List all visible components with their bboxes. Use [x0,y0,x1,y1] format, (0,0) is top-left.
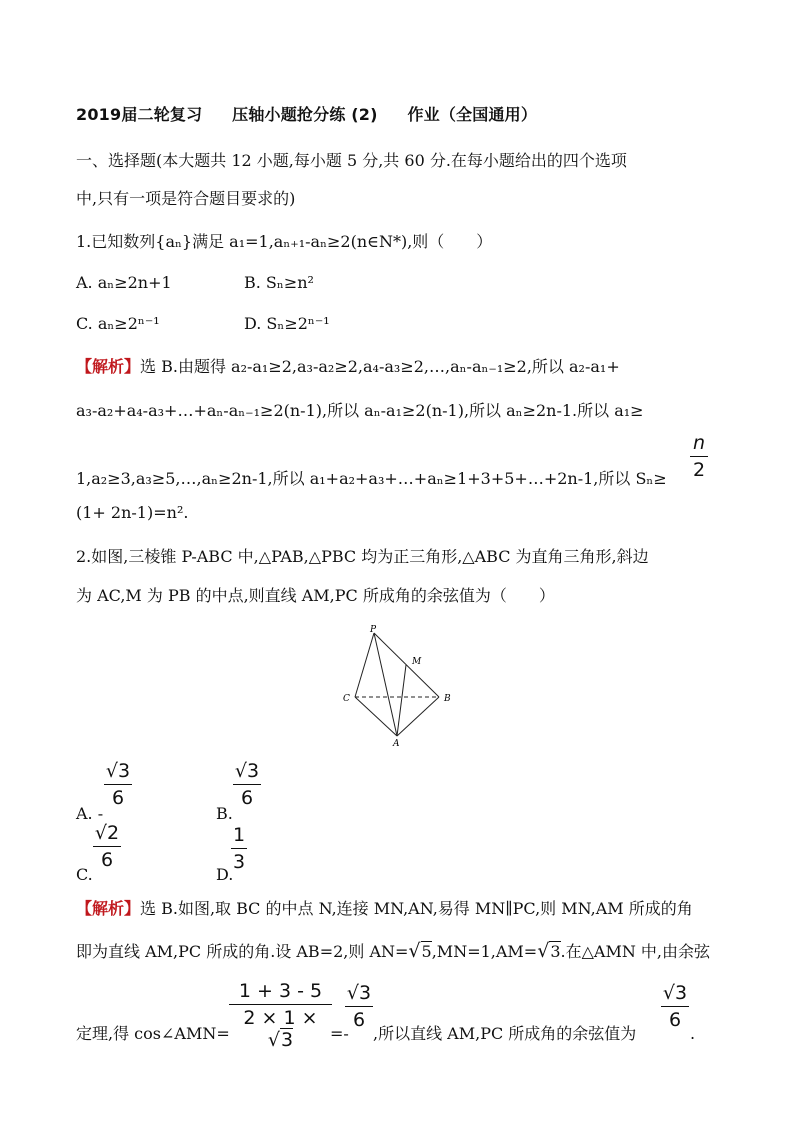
label-a: A [393,739,400,749]
q1-option-b: B. Sₙ≥n² [244,273,314,292]
q2-option-a-fraction [104,760,132,809]
fraction-bar [661,1006,689,1007]
fraction-den: 6 [240,787,254,809]
title-topic: 压轴小题抢分练 (2) [232,105,378,124]
edge-pc [355,633,374,697]
sqrt-sign: √ [267,1029,280,1051]
q2-solution-line3-mid: ,所以直线 AM,PC 所成角的余弦值为 [373,1024,637,1043]
edge-pb [374,633,439,697]
fraction-num: √3 [662,982,688,1004]
fraction-den: 6 [668,1009,682,1031]
q2-option-b-fraction [233,760,261,809]
q1-fraction-num: n [692,432,706,454]
q1-stem: 1.已知数列{aₙ}满足 a₁=1,aₙ₊₁-aₙ≥2(n∈N*),则（ ） [76,232,493,251]
fraction-num: √2 [94,822,120,844]
text: 即为直线 AM,PC 所成的角.设 AB=2,则 AN= [76,942,409,961]
sqrt-sign: √ [408,940,421,962]
fraction-bar [93,846,121,847]
fraction-bar [104,784,132,785]
q1-solution-text1: 选 B.由题得 a₂-a₁≥2,a₃-a₂≥2,a₄-a₃≥2,…,aₙ-aₙ₋₁≥2,所以 a₂-a₁+ [140,357,620,376]
q2-solution-tag: 【解析】 [76,899,141,918]
label-c: C [343,694,350,704]
q2-solution-end: . [690,1024,696,1043]
q2-solution-text1: 选 B.如图,取 BC 的中点 N,连接 MN,AN,易得 MN∥PC,则 MN,AM 所成的角 [140,899,693,918]
q2-equals-neg: =- [330,1024,349,1043]
fraction-bar [345,1006,373,1007]
fraction-num: √3 [105,760,131,782]
fraction-den: 6 [111,787,125,809]
q2-solution-line3-start: 定理,得 cos∠AMN= [76,1024,230,1043]
q2-option-d-label: D. [216,865,234,884]
label-p: P [370,625,377,635]
section-heading-line1: 一、选择题(本大题共 12 小题,每小题 5 分,共 60 分.在每小题给出的四个选项 [76,151,627,170]
radicand: 3 [281,1029,294,1051]
segment-am [397,665,406,736]
q2-solution-line1 [76,898,693,920]
q1-solution-line1 [76,356,620,378]
fraction-num: 1 + 3 - 5 [238,980,323,1002]
q1-solution-line2: a₃-a₂+a₄-a₃+…+aₙ-aₙ₋₁≥2(n-1),所以 aₙ-a₁≥2(n-1),所以 aₙ≥2n-1.所以 a₁≥ [76,401,644,420]
sqrt-sign: √ [537,940,550,962]
text: 2 × 1 × [243,1007,318,1029]
radicand: 3 [550,942,561,961]
q1-solution-tag: 【解析】 [76,357,141,376]
fraction-den: 3 [232,851,246,873]
edge-pa [374,633,397,736]
fraction-bar [690,456,708,457]
fraction-num: √3 [346,982,372,1004]
q1-option-c: C. aₙ≥2ⁿ⁻¹ [76,314,160,333]
fraction-den: 6 [100,849,114,871]
q1-solution-line4: (1+ 2n-1)=n². [76,503,189,522]
q2-option-c-label: C. [76,865,93,884]
q2-solution-line2 [76,940,710,963]
edge-ba [397,697,439,736]
q2-option-c-fraction [93,822,121,871]
q2-cos-fraction [229,980,332,1051]
title-scope: 作业（全国通用） [407,105,538,124]
edge-ca [355,697,397,736]
q2-result2-fraction [661,982,689,1031]
q1-fraction-n-over-2 [690,432,708,481]
q2-stem-line1: 2.如图,三棱锥 P-ABC 中,△PAB,△PBC 均为正三角形,△ABC 为直角三角形,斜边 [76,547,649,566]
q1-solution-line3: 1,a₂≥3,a₃≥5,…,aₙ≥2n-1,所以 a₁+a₂+a₃+…+aₙ≥1+3+5+…+2n-1,所以 Sₙ≥ [76,469,667,488]
fraction-den [229,1007,332,1051]
label-m: M [412,657,422,667]
radicand: 5 [421,942,432,961]
fraction-bar [233,784,261,785]
tetrahedron-figure [336,622,466,750]
text: .在△AMN 中,由余弦 [560,942,711,961]
fraction-bar [231,848,247,849]
fraction-num: √3 [234,760,260,782]
title-series: 2019届二轮复习 [76,105,203,124]
q1-option-a: A. aₙ≥2n+1 [76,273,172,292]
q1-fraction-den: 2 [692,459,706,481]
q1-option-d: D. Sₙ≥2ⁿ⁻¹ [244,314,330,333]
section-heading-line2: 中,只有一项是符合题目要求的) [76,189,296,208]
q2-stem-line2: 为 AC,M 为 PB 的中点,则直线 AM,PC 所成角的余弦值为（ ） [76,586,555,605]
fraction-bar [229,1004,332,1005]
q2-option-a-label: A. - [76,804,104,823]
q2-option-d-fraction [231,824,247,873]
text: ,MN=1,AM= [431,942,538,961]
label-b: B [444,694,451,704]
fraction-den: 6 [352,1009,366,1031]
q2-option-b-label: B. [216,804,233,823]
fraction-num: 1 [232,824,246,846]
q2-result1-fraction [345,982,373,1031]
page-title [76,104,537,126]
